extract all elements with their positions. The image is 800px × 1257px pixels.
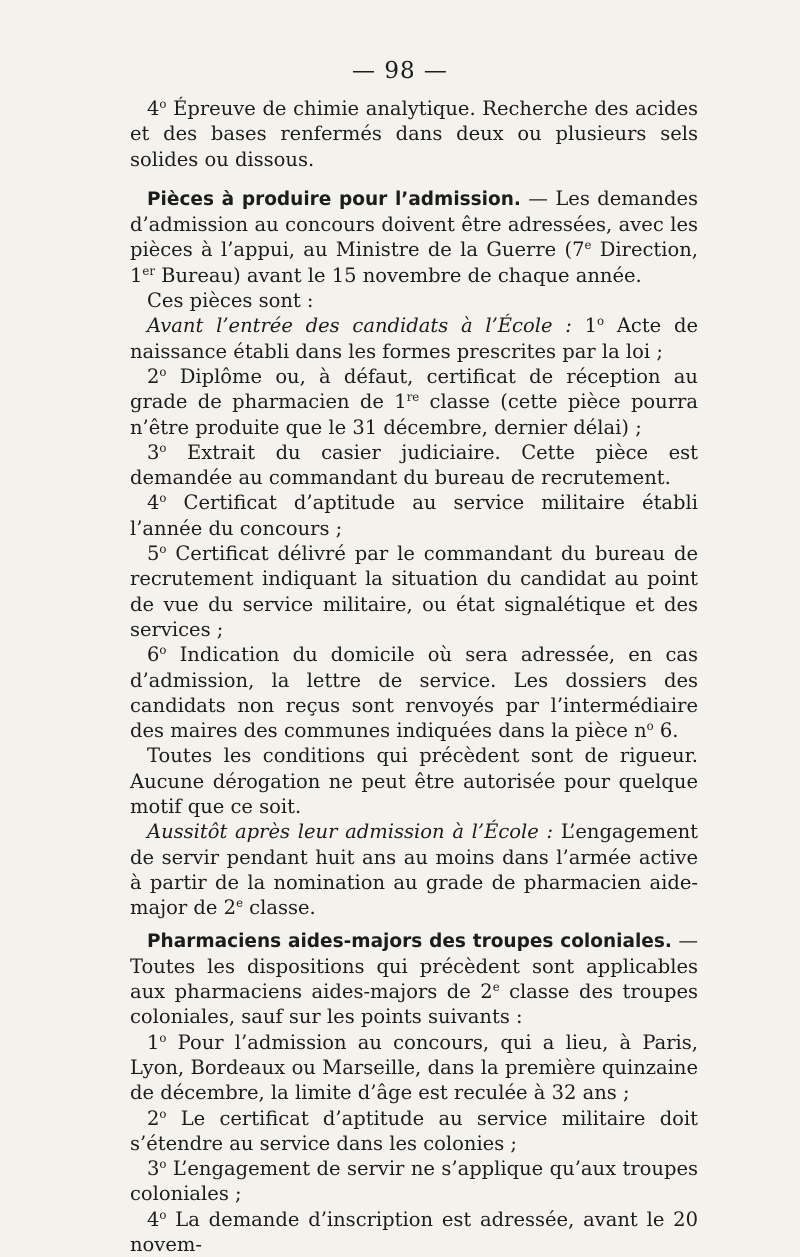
list-item-aptitude: 4$^o$ Certificat d’aptitude au service militaire établi l’année du concours ;: [130, 491, 698, 540]
paragraph-ces-pieces: Ces pièces sont :: [147, 289, 314, 313]
list-item-diplome: 2$^o$ Diplôme ou, à défaut, certificat de réception au grade de pharmacien de 1re classe (cette pièce pourra n’être produite que le 31 décembre, dernier délai) ;: [130, 364, 699, 439]
list-item-casier: 3$^o$ Extrait du casier judiciaire. Cette pièce est demandée au commandant du bureau de recrutement.: [130, 440, 698, 490]
list-item-colonies: 2$^o$ Le certificat d’aptitude au service militaire doit s’étendre au service dans les colonies ;: [130, 1106, 698, 1155]
list-item-certificat-recrutement: 5$^o$ Certificat délivré par le commandant du bureau de recrutement indiquant la situation du candidat au point de vue du service militaire, ou état signalétique et des services ;: [130, 542, 698, 641]
paragraph-epreuve-chimie: 4$^o$ Épreuve de chimie analytique. Recherche des acides et des bases renfermés dans deux ou plusieurs sels solides ou dissous.: [130, 96, 698, 171]
list-item-inscription: 4$^o$ La demande d’inscription est adressée, avant le 20 novem-: [130, 1207, 698, 1257]
section-pieces-admission: Pièces à produire pour l’admission. — Les demandes d’admission au concours doivent être adressées, avec les pièces à l’appui, au Ministre de la Guerre (7e Direction, 1er Bureau) avant le 15 novembre de chaque année.: [130, 186, 698, 287]
list-item-domicile: 6$^o$ Indication du domicile où sera adressée, en cas d’admission, la lettre de service. Les dossiers des candidats non reçus sont renvoyés par l’intermédiaire des maires des communes indiquées dans la pièce $n^o$ 6.: [130, 643, 698, 743]
list-item-engagement: 3$^o$ L’engagement de servir ne s’applique qu’aux troupes coloniales ;: [130, 1157, 698, 1206]
italic-lead: Avant l’entrée des candidats à l’École :: [147, 314, 572, 338]
section-troupes-coloniales: Pharmaciens aides-majors des troupes coloniales. — Toutes les dispositions qui précèdent sont applicables aux pharmaciens aides-majors de 2e classe des troupes coloniales, sauf sur les points suivants :: [130, 928, 698, 1029]
paragraph-conditions-rigueur: Toutes les conditions qui précèdent sont de rigueur. Aucune dérogation ne peut être autorisée pour quelque motif que ce soit.: [130, 744, 698, 819]
italic-lead: Aussitôt après leur admission à l’École :: [147, 820, 554, 844]
list-item-limite-age: 1$^o$ Pour l’admission au concours, qui a lieu, à Paris, Lyon, Bordeaux ou Marseille, dans la première quinzaine de décembre, la limite d’âge est reculée à 32 ans ;: [130, 1030, 698, 1105]
section-heading: Pièces à produire pour l’admission.: [147, 188, 521, 210]
page-number: — 98 —: [352, 58, 448, 84]
section-heading: Pharmaciens aides-majors des troupes coloniales.: [147, 930, 672, 952]
paragraph-avant-entree: Avant l’entrée des candidats à l’École : 1$^o$ Acte de naissance établi dans les formes prescrites par la loi ;: [130, 314, 699, 363]
paragraph-apres-admission: Aussitôt après leur admission à l’École : L’engagement de servir pendant huit ans au moins dans l’armée active à partir de la nomination au grade de pharmacien aide-major de 2e classe.: [130, 820, 699, 920]
body-text: [130, 96, 698, 1257]
